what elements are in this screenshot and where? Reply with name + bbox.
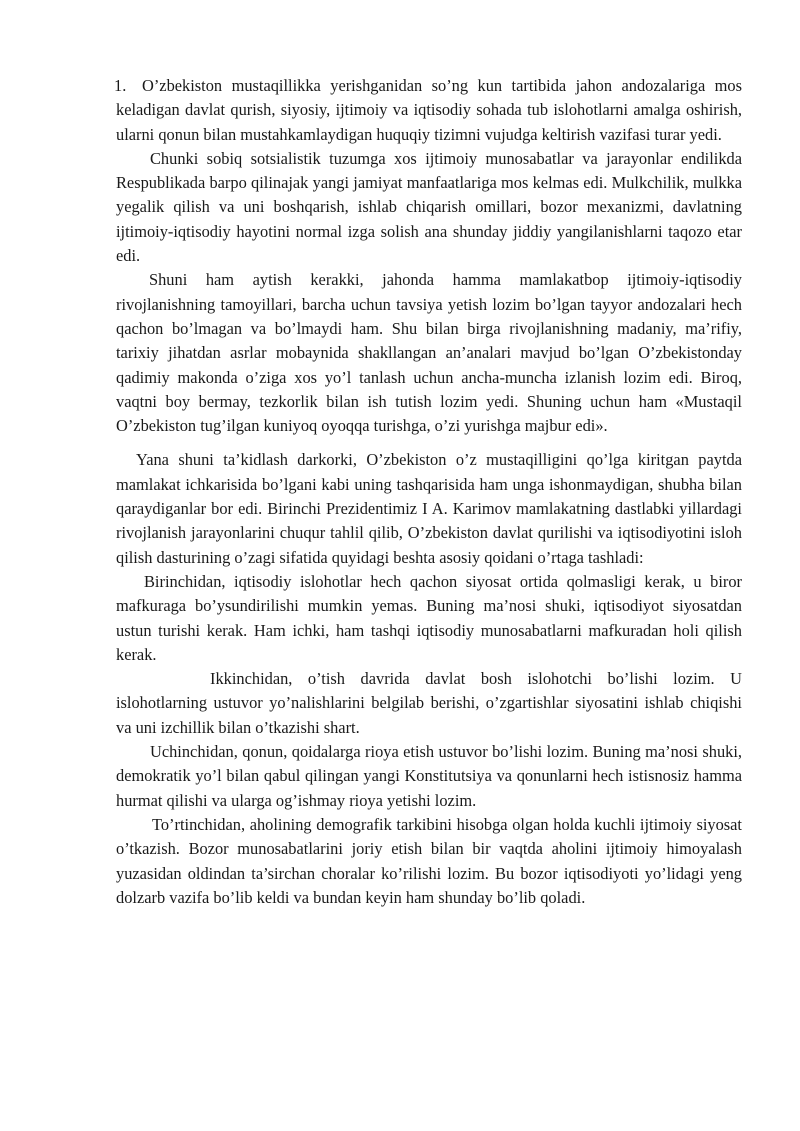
paragraph-4: Yana shuni ta’kidlash darkorki, O’zbekiston o’z mustaqilligini qo’lga kiritgan paytda mamlakat ichkarisida bo’lgani kabi uning tashqarisida ham unga ishonmaydigan, shubha bilan qaraydiganlar bor edi. Birinchi Prezidentimiz I A. Karimov mamlakatning dastlabki yillardagi rivojlanish jarayonlarini chuqur tahlil qilib, O’zbekiston davlat qurilishi va iqtisodiyotini isloh qilish dasturining o’zagi sifatida quyidagi beshta asosiy qoidani o’rtaga tashladi: [116,450,742,567]
paragraph-5: Birinchidan, iqtisodiy islohotlar hech qachon siyosat ortida qolmasligi kerak, u biror mafkuraga bo’ysundirilishi mumkin yemas. Buning ma’nosi shuki, iqtisodiyot siyosatdan ustun turishi kerak. Ham ichki, ham tashqi iqtisodiy munosabatlarni mafkuradan holi qilish kerak. [116,571,742,664]
paragraph-1-text: O’zbekiston mustaqillikka yerishganidan so’ng kun tartibida jahon andozalariga mos keladigan davlat qurish, siyosiy, ijtimoiy va iqtisodiy sohada tub islohotlarni amalga oshirish, ularni qonun bilan mustahkamlaydigan huquqiy tizimni vujudga keltirish vazifasi turar yedi. [116,76,742,144]
paragraph-1 [116,74,742,147]
paragraph-2: Chunki sobiq sotsialistik tuzumga xos ijtimoiy munosabatlar va jarayonlar endilikda Respublikada barpo qilinajak yangi jamiyat manfaatlariga mos kelmas edi. Mulkchilik, mulkka yegalik qilish va uni boshqarish, ishlab chiqarish omillari, bozor mexanizmi, davlatning ijtimoiy-iqtisodiy hayotini normal izga solish ana shunday jiddiy yangilanishlarni taqozo etar edi. [116,148,742,266]
paragraph-3: Shuni ham aytish kerakki, jahonda hamma mamlakatbop ijtimoiy-iqtisodiy rivojlanishning tamoyillari, barcha uchun tavsiya yetish lozim bo’lgan tayyor andozalari hech qachon bo’lmagan va bo’lmaydi ham. Shu bilan birga rivojlanishning madaniy, ma’rifiy, tarixiy jihatdan asrlar mobaynida shakllangan an’analari mavjud bo’lgan O’zbekistonday qadimiy makonda o’ziga xos yo’l tanlash uchun ancha-muncha izlanish lozim edi. Biroq, vaqtni boy bermay, tezkorlik bilan ish tutish lozim yedi. Shuning uchun ham «Mustaqil O’zbekiston tug’ilgan kuniyoq oyoqqa turishga, o’zi yurishga majbur edi». [116,270,742,436]
paragraph-6: Ikkinchidan, o’tish davrida davlat bosh islohotchi bo’lishi lozim. U islohotlarning ustuvor yo’nalishlarini belgilab berishi, o’zgartishlar siyosatini ishlab chiqishi va uni izchillik bilan o’tkazishi shart. [116,669,742,737]
paragraph-8: To’rtinchidan, aholining demografik tarkibini hisobga olgan holda kuchli ijtimoiy siyosat o’tkazish. Bozor munosabatlarini joriy etish bilan bir vaqtda aholini ijtimoiy himoyalash yuzasidan oldindan ta’sirchan choralar ko’rilishi lozim. Bu bozor iqtisodiyoti yo’lidagi yeng dolzarb vazifa bo’lib keldi va bundan keyin ham shunday bo’lib qoladi. [116,814,742,907]
list-number: 1. [114,76,127,95]
paragraph-7: Uchinchidan, qonun, qoidalarga rioya etish ustuvor bo’lishi lozim. Buning ma’nosi shuki, demokratik yo’l bilan qabul qilingan yangi Konstitutsiya va qonunlarni hech istisnosiz hamma hurmat qilishi va ularga og’ishmay rioya yetishi lozim. [116,742,742,810]
document-body [116,74,742,910]
